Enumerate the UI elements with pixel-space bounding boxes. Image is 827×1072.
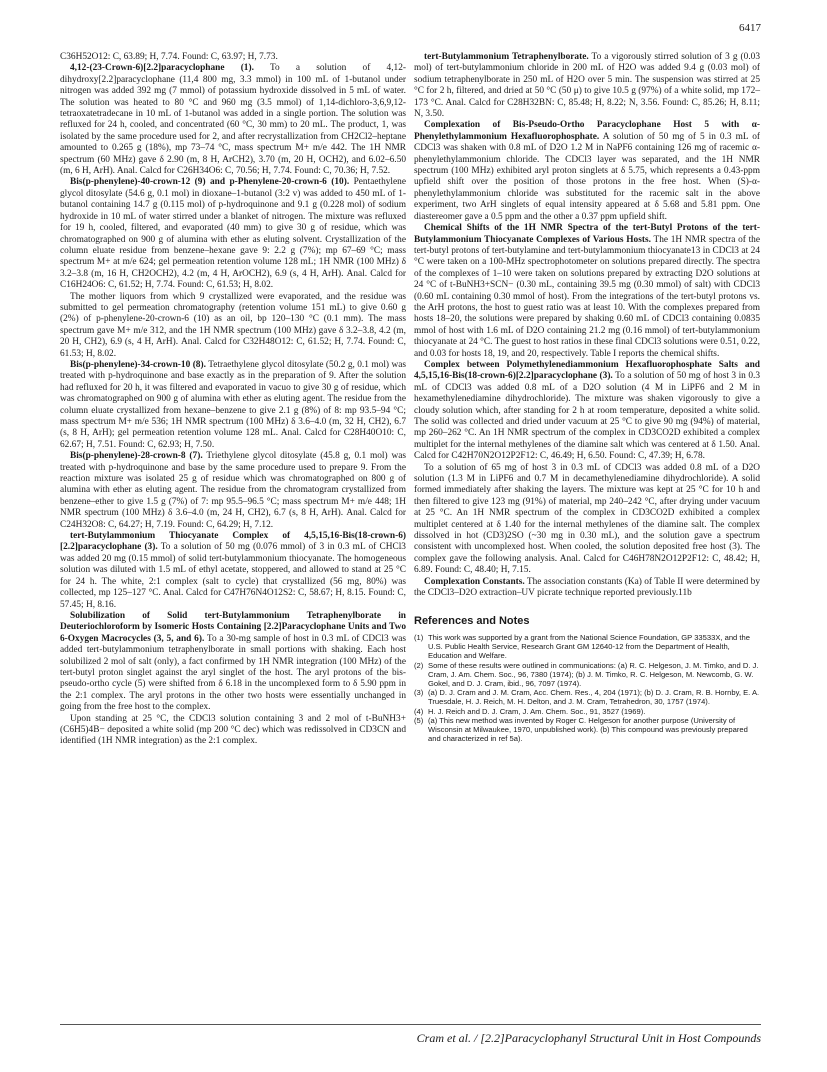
paragraph-text: To a 30-mg sample of host in 0.3 mL of CDCl3 was added tert-butylammonium tetraphenylborate in small portions with shaking. Each host solubilized 2 mol of salt (only), a fact confirmed by 1H NMR integration (100 MHz) of the tert-butyl proton singlet against the aryl singlet of the host. The aryl protons of the bis-pseudo-ortho cycle (5) were shifted from δ 6.18 in the uncomplexed form to δ 5.90 ppm in the 2:1 complex. The aryl protons in the other two hosts were essentially unchanged in going from the free host to the complex. — [60, 633, 406, 713]
paragraph-text: To a solution of 4,12-dihydroxy[2.2]paracyclophane (11,4 800 mg, 3.3 mmol) in 100 mL of 1-butanol under nitrogen was added 392 mg (7 mmol) of potassium hydroxide dissolved in 5 mL of water. The solution was heated to 80 °C and 960 mg (3.5 mmol) of 1,14-dichloro-3,6,9,12-tetraoxatetradecane in 10 mL of 1-butanol was added in a single portion. The solution was refluxed for 24 h, cooled, and concentrated (60 °C, 30 mm) to 20 mL. The product, 1, was isolated by the same procedure used for 2, and after recrystallization from CH2Cl2–heptane amounted to 0.265 g (18%), mp 73–74 °C, mass spectrum M+ m/e 442. The 1H NMR spectrum (60 MHz) gave δ 2.90 (m, 8 H, ArCH2), 3.70 (m, 20 H, OCH2), and 6.02–6.50 (m, 6 H, ArH). Anal. Calcd for C26H34O6: C, 70.56; H, 7.74. Found: C, 70.36; H, 7.52. — [60, 63, 406, 177]
paragraph-heading: Bis(p-phenylene)-40-crown-12 (9) and p-Phenylene-20-crown-6 (10). — [70, 177, 350, 188]
paragraph-heading: Solubilization of Solid tert-Butylammonium Tetraphenylborate in Deuteriochloroform by Isomeric Hosts Containing [2.2]Paracyclophane Units and Two 6-Oxygen Macrocycles (3, 5, and 6). — [60, 610, 406, 644]
paragraph — [60, 52, 406, 63]
paragraph-text: The mother liquors from which 9 crystallized were evaporated, and the residue was submitted to gel permeation chromatography (retention volume 151 mL) to give 0.60 g (2%) of p-phenylene-20-crown-6 (10) as an oil, bp 120–130 °C (0.1 mm). The mass spectrum gave M+ m/e 312, and the 1H NMR spectrum (100 MHz) gave δ 3.2–3.8, 4.2 (m, 20 H, CH2), 6.9 (s, 4 H, ArH). Anal. Calcd for C32H48O12: C, 61.52; H, 7.74. Found: C, 61.53; H, 8.02. — [60, 291, 406, 359]
references-title: References and Notes — [414, 614, 530, 627]
paragraph — [414, 463, 760, 577]
left-column — [60, 52, 406, 748]
paragraph-heading: Chemical Shifts of the 1H NMR Spectra of the tert-Butyl Protons of the tert-Butylammonium Thiocyanate Complexes of Various Hosts. — [414, 223, 760, 245]
paragraph — [414, 120, 760, 223]
paragraph-text: To a solution of 50 mg of host 3 in 0.3 mL of CDCl3 was added 0.8 mL of a D2O solution (4 M in LiPF6 and 2 M in hexamethylenediamine dihydrochloride). The mixture was shaken vigorously to give a cloudy solution which, after standing for 2 h at room temperature, deposited a white solid. The solid was collected and dried under vacuum at 25 °C to give 90 mg (94%) of material, mp 260–262 °C. An 1H NMR spectrum of the complex in CD3CO2D exhibited a complex multiplet for the internal methylenes of the diamine salt which was centered at δ 1.50. Anal. Calcd for C42H70N2O12P2F12: C, 46.49; H, 6.50. Found: C, 47.39; H, 6.78. — [414, 371, 761, 462]
reference-number: (2) — [414, 660, 424, 670]
paragraph-heading: Bis(p-phenylene)-34-crown-10 (8). — [70, 359, 206, 370]
paragraph — [60, 451, 406, 531]
paragraph-heading: 4,12-(23-Crown-6)[2.2]paracyclophane (1). — [70, 63, 254, 74]
reference-text: Some of these results were outlined in communications: (a) R. C. Helgeson, J. M. Timko, and D. J. Cram, J. Am. Chem. Soc., 96, 7380 (1974); (b) J. M. Timko, R. C. Helgeson, M. Newcomb, G. W. Gokel, and D. J. Cram, ibid., 96, 7097 (1974). — [428, 660, 759, 688]
paragraph — [60, 177, 406, 291]
paragraph — [414, 577, 760, 600]
paragraph-text: To a vigorously stirred solution of 3 g (0.03 mol) of tert-butylammonium chloride in 200 mL of H2O was added 9.4 g (0.03 mol) of sodium tetraphenylborate in 250 mL of H2O over 5 min. The suspension was stirred at 25 °C for 2 h, filtered, and dried at 50 °C (50 μ) to give 10.5 g (97%) of a white solid, mp 172–173 °C. Anal. Calcd for C28H32BN: C, 85.48; H, 8.22; N, 3.56. Found: C, 85.26; H, 8.11; N, 3.50. — [414, 52, 760, 120]
paragraph-text: Tetraethylene glycol ditosylate (50.2 g, 0.1 mol) was treated with p-hydroquinone and base exactly as in the preparation of 9. After the solution had refluxed for 20 h, it was filtered and evaporated in vacuo to give 30 g of residue, which was chromatographed on 900 g of alumina with ether as eluting agent. The residue from the column eluate crystallized from hexane–benzene to give 2.1 g (8%) of 8: mp 93.5–94 °C; mass spectrum M+ m/e 536; 1H NMR spectrum (100 MHz) δ 3.6–4.0 (m, 32 H, CH2), 6.7 (s, 8 H, ArH); gel permeation retention volume 128 mL. Anal. Calcd for C28H40O10: C, 62.67; H, 7.51. Found: C, 62.93; H, 7.50. — [60, 359, 406, 450]
reference-text: (a) D. J. Cram and J. M. Cram, Acc. Chem. Res., 4, 204 (1971); (b) D. J. Cram, R. B. Hornby, E. A. Truesdale, H. J. Reich, M. H. Delton, and J. M. Cram, Tetrahedron, 30, 1757 (1974). — [428, 688, 760, 707]
footer-rule — [60, 1024, 761, 1025]
reference-item — [414, 688, 760, 706]
paragraph — [414, 223, 760, 360]
reference-item — [414, 707, 760, 716]
paragraph-text: To a solution of 65 mg of host 3 in 0.3 mL of CDCl3 was added 0.8 mL of a D2O solution (1.3 M in LiPF6 and 0.7 M in decamethylenediamine dihydrochloride). A solid formed immediately after shaking the layers. The mixture was kept at 25 °C for 10 h and then filtered to give 123 mg (91%) of material, mp 240–242 °C, after drying under vacuum at 25 °C. An 1H NMR spectrum of the complex in CD3CO2D exhibited a complex multiplet centered at δ 1.40 for the internal methylenes of the diamine salt. The complex dissolved in hot (CD3)2SO (~30 mg in 0.30 mL), and the solution gave a spectrum consistent with uncomplexed host. When cooled, the solution deposited free host (3). The complex gave the following analysis. Anal. Calcd for C46H78N2O12P2F12: C, 48.42; H, 6.89. Found: C, 48.40; H, 7.15. — [414, 462, 760, 576]
reference-number: (4) — [414, 706, 424, 716]
page-number: 6417 — [739, 22, 761, 34]
paragraph — [60, 360, 406, 451]
reference-text: This work was supported by a grant from the National Science Foundation, GP 33533X, and the U.S. Public Health Service, Research Grant GM 12640-12 from the Department of Health, Education and Welfare. — [428, 632, 750, 661]
paragraphs — [414, 52, 760, 600]
reference-number: (5) — [414, 715, 424, 725]
paragraph — [414, 52, 760, 120]
paragraph-heading: tert-Butylammonium Thiocyanate Complex of 4,5,15,16-Bis(18-crown-6)[2.2]paracyclophane (3). — [60, 531, 406, 553]
paragraph-text: A solution of 50 mg of 5 in 0.3 mL of CDCl3 was shaken with 0.8 mL of D2O 1.2 M in NaPF6 containing 126 mg of racemic α-phenylethylammonium chloride. The CDCl3 layer was separated, and the 1H NMR spectrum (100 MHz) exhibited aryl proton singlets at δ 5.75, which represents a 0.43-ppm upfield shift over the position of those protons in the free host. When (S)-α-phenylethylammonium chloride was substituted for the racemic salt in the above experiment, two ArH singlets of equal intensity appeared at δ 5.68 and 5.81 ppm. One diastereomer gave a 0.5 ppm and the other a 0.37 ppm upfield shift. — [414, 131, 761, 222]
paragraph-text: To a solution of 50 mg (0.076 mmol) of 3 in 0.3 mL of CHCl3 was added 20 mg (0.15 mmol) of solid tert-butylammonium thiocyanate. The homogeneous solution was diluted with 1.5 mL of ethyl acetate, stoppered, and allowed to stand at 25 °C for 24 h. The white, 2:1 complex (salt to cycle) that crystallized (56 mg, 80%) was collected, mp 125–127 °C. Anal. Calcd for C47H76N4O12S2: C, 58.67; H, 8.15. Found: C, 57.45; H, 8.16. — [60, 542, 406, 610]
reference-item — [414, 661, 760, 689]
reference-text: (a) This new method was invented by Roger C. Helgeson for another purpose (University of Wisconsin at Milwaukee, 1970, unpublished work). (b) This compound was previously prepared and characterized in ref 5a). — [428, 715, 748, 744]
reference-text: H. J. Reich and D. J. Cram, J. Am. Chem. Soc., 91, 3527 (1969). — [428, 706, 646, 716]
paragraph-text: Upon standing at 25 °C, the CDCl3 solution containing 3 and 2 mol of t-BuNH3+(C6H5)4B− deposited a white solid (mp 200 °C dec) which was redissolved in CD3CN and identified (1H NMR integration) as the 2:1 complex. — [60, 713, 406, 747]
paragraph — [60, 292, 406, 360]
right-column — [414, 52, 760, 743]
paragraph-text: Pentaethylene glycol ditosylate (54.6 g, 0.1 mol) in dioxane–1-butanol (3:2 v) was added to 450 mL of 1-butanol containing 14.7 g (0.115 mol) of p-hydroquinone and 9.1 g (0.228 mol) of sodium hydroxide in 10 mL of water stirred under a blanket of nitrogen. The mixture was refluxed for 19 h, cooled, filtered, and evaporated (40 mm) to give 30 g of residue, which was chromatographed on 900 g of alumina with ether as eluting solvent. Crystallization of the column eluate residue from benzene–hexane gave 9: 2.2 g (7%); mp 67–69 °C; mass spectrum M+ at m/e 624; gel permeation retention volume 128 mL; 1H NMR (100 MHz) δ 3.2–3.8 (m, 16 H, CH2OCH2), 4.2 (m, 4 H, ArOCH2), 6.9 (s, 4 H, ArH). Anal. Calcd for C16H24O6: C, 61.52; H, 7.74. Found: C, 61.53; H, 8.02. — [60, 177, 406, 291]
paragraph-heading: Complex between Polymethylenediammonium Hexafluorophosphate Salts and 4,5,15,16-Bis(18-crown-6)[2.2]paracyclophane (3). — [414, 359, 760, 382]
paragraph-heading: Complexation of Bis-Pseudo-Ortho Paracyclophane Host 5 with α-Phenylethylammonium Hexafluorophosphate. — [414, 120, 760, 142]
references-list — [414, 633, 760, 743]
reference-item — [414, 633, 760, 661]
paragraph-heading: Complexation Constants. — [424, 576, 525, 587]
paragraph-text: The 1H NMR spectra of the tert-butyl protons of tert-butylamine and tert-butylammonium thiocyanate13 in CDCl3 at 24 °C were taken on a 100-MHz spectrophotometer on solutions prepared directly. The spectra of the complexes of 1–10 were taken on solutions prepared by extracting D2O solutions at 24 °C of t-BuNH3+SCN− (0.30 mL, containing 39.5 mg (0.30 mmol) of salt) with CDCl3 (0.60 mL containing 0.30 mmol of host). From the integrations of the tert-butyl protons vs. the ArH protons, the host to guest ratio was at least 10. With the complexes prepared from hosts 18–20, the solutions were prepared by shaking 0.60 mL of CDCl3 containing 0.0835 mmol of host with 1.6 mL of D2O containing 21.2 mg (0.16 mmol) of tert-butylammonium thiocyanate at 24 °C. The guest to host ratios in these final CDCl3 solutions were 0.51, 0.22, and 0.03 for hosts 18, 19, and 20, respectively. Table I reports the chemical shifts. — [414, 234, 760, 359]
paragraph-text: Triethylene glycol ditosylate (45.8 g, 0.1 mol) was treated with p-hydroquinone and base by the same procedure used to prepare 9. From the reaction mixture was isolated 25 g of residue which was chromatographed on 800 g of alumina with ether as eluting agent. The residue from the chromatogram crystallized from benzene–ether to give 1.5 g (7%) of 7: mp 95.5–96.5 °C; mass spectrum M+ m/e 448; 1H NMR spectrum (100 MHz) δ 3.6–4.0 (m, 24 H, CH2), 6.7 (s, 8 H, ArH). Anal. Calcd for C24H32O8: C, 64.27; H, 7.19. Found: C, 64.29; H, 7.12. — [60, 451, 406, 530]
paragraph — [60, 531, 406, 611]
paragraph-text: C36H52O12: C, 63.89; H, 7.74. Found: C, 63.97; H, 7.73. — [60, 52, 278, 62]
paragraph-heading: tert-Butylammonium Tetraphenylborate. — [424, 52, 589, 62]
running-footer: Cram et al. / [2.2]Paracyclophanyl Structural Unit in Host Compounds — [416, 1031, 761, 1045]
reference-number: (1) — [414, 632, 424, 642]
paragraph — [60, 714, 406, 748]
reference-item — [414, 716, 760, 744]
paragraph-heading: Bis(p-phenylene)-28-crown-8 (7). — [70, 451, 203, 462]
reference-number: (3) — [414, 688, 424, 698]
paragraph — [60, 611, 406, 714]
paragraph — [60, 63, 406, 177]
paragraph-text: The association constants (Ka) of Table II were determined by the CDCl3–D2O extraction–UV picrate technique reported previously.11b — [414, 576, 760, 599]
paragraph — [414, 360, 760, 463]
